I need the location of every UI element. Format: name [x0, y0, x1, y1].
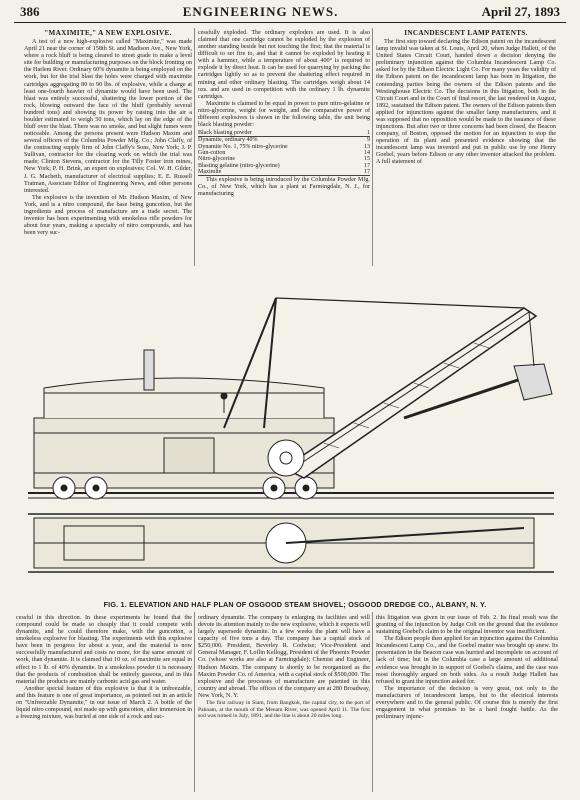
wheel-hub [303, 485, 309, 491]
steam-shovel-figure [24, 268, 564, 598]
wheel-hub [93, 485, 99, 491]
cab-roof [44, 378, 324, 418]
header-rule [14, 22, 566, 23]
table-row [198, 130, 370, 137]
explosive-value: 15 [364, 156, 370, 163]
article-maximite-end [198, 615, 370, 720]
paragraph: ordinary dynamite. The company is enlarging its facilities and will devote its attention mainly to the new explosive, which it expects will largely supersede dynamite. In a few weeks the plant will have a capacity of five tons a day. The company has a capital stock of $250,000. President, Beverley R. Codwise; Vice-President and General Manager, F. Loflin Kellogg, President of the Phoenix Powder Co. (whose works are also at Farmingdale); Chemist and Engineer, Hudson Maxim. The company is shortly to be reorganized as the Maxim Powder Co. of America, with a capital stock of $500,000. The explosive and the processes of manufacture are patented in this country and abroad. The offices of the company are at 280 Broadway, New York, N. Y. [198, 615, 370, 699]
paragraph: cessful in this direction. In these experiments he found that the compound could be made so cheaply that it could compete with dynamite, and he could therefore make, with the guncotton, a smokeless explosive for blasting. The experiments with this explosive have been in progress for about a year, and the material is now successfully manufactured and costs no more, for the same amount of work, than dynamite. It is claimed that 10 oz. of maximite are equal in effect to 1 lb. of 40% dynamite. In a smokeless powder it is necessary that the products of combustion shall be entirely gaseous, and in this material the products are mainly carbonic acid gas and water. [16, 615, 192, 685]
column-divider [194, 612, 195, 792]
explosive-value: 13 [364, 143, 370, 150]
paragraph: Maximite is claimed to be equal in power to pure nitro-gelatine or nitro-glycerine, weight for weight, and the comparative power of different explosives is shown in the following table, the unit being black blasting powder: [198, 100, 370, 129]
table-row [198, 137, 370, 144]
page-header [20, 4, 560, 20]
operator-head [221, 393, 227, 399]
paragraph: this litigation was given in our issue of Feb. 2. Its final result was the granting of the injunction by Judge Colt on the ground that the evidence sustaining Goebel's claim to be the original inventor was insufficient. [376, 615, 558, 636]
explosive-value: 14 [364, 149, 370, 156]
paragraph: The Edison people then applied for an injunction against the Columbia Incandescent Lamp Co., and the Goebel matter was brought up anew. Its presentation in the Beacon case was hurried and incomplete on account of lack of time; but in the Columbia case a large amount of additional evidence was brought in in support of Goebel's claims, and the case was most thoroughly argued on both sides. As a result Judge Hallett has refused to grant the injunction asked for. [376, 636, 558, 685]
smoke-stack [144, 350, 154, 390]
explosive-value: 17 [364, 162, 370, 169]
paragraph: The importance of the decision is very great, not only to the manufacturers of incandescent lamps, but to the electrical interests everywhere and to the general public. Of course this is merely the first engagement in what promises to be a hard fought battle. As the preliminary injunc- [376, 685, 558, 721]
swing-circle [268, 440, 304, 476]
article-heading: INCANDESCENT LAMP PATENTS. [404, 29, 528, 37]
explosive-value: 1 [359, 130, 370, 137]
wheel-hub [271, 485, 277, 491]
article-lamp-patents-continued [376, 615, 558, 721]
article-maximite-col2 [198, 30, 370, 198]
explosive-name: Gun-cotton [198, 149, 226, 156]
issue-date: April 27, 1893 [481, 4, 560, 19]
explosive-value: 17 [359, 169, 370, 176]
explosive-name: Maximite [198, 169, 359, 176]
explosive-name: Black blasting powder [198, 130, 359, 137]
explosive-power-table [198, 130, 370, 176]
article-maximite-col1 [24, 30, 192, 237]
paragraph: This explosive is being introduced by the Columbia Powder Mfg. Co., of New York, which has a plant at Farmingdale, N. J., for manufacturing [198, 177, 370, 198]
journal-title: ENGINEERING NEWS. [182, 4, 339, 19]
column-divider [372, 28, 373, 266]
paragraph: The explosive is the invention of Mr. Hudson Maxim, of New York, and is a nitro compound, the base being guncotton, but the ingredients and process of manufacture are a trade secret. The inventor has been experimenting with smokeless rifle powders for about four years, making a specialty of nitro compounds, and has been very suc- [24, 194, 192, 237]
table-row [198, 169, 370, 176]
stay-cable [276, 298, 524, 308]
explosive-name: Blasting gelatine (nitro-glycerine) [198, 162, 280, 169]
article-maximite-continued [16, 615, 192, 721]
figure-caption: FIG. 1. ELEVATION AND HALF PLAN OF OSGOOD STEAM SHOVEL; OSGOOD DREDGE CO., ALBANY, N. Y. [103, 600, 487, 609]
paragraph: cessfully exploded. The ordinary exploders are used. It is also claimed that one cartridge cannot be exploded by the explosion of another standing beside but not touching the first; that the material is difficult to set fire to, and that it cannot be exploded by heating it with a hammer, while a temperature of about 400° is required to explode it by direct heat. It can be used for quarrying by packing the cartridges lightly so as to prevent the shattering effect required in mining and other ordinary blasting. The cartridges weigh about 14 ozs. and are used in competition with the ordinary 1 lb. dynamite cartridges. [198, 30, 370, 100]
column-divider [194, 28, 195, 266]
article-heading: "MAXIMITE," A NEW EXPLOSIVE. [44, 29, 172, 37]
paragraph: The first step toward declaring the Edison patent on the incandescent lamp invalid was taken at St. Louis, April 20, when Judge Hallett, of the United States Circuit Court, handed down a decision denying the preliminary injunction against the Columbia Incandescent Lamp Co. asked for by the Edison Electric Light Co. For many years the validity of the Edison patent on the incandescent lamp has been in litigation, the contending parties being the owners of the Edison patents and the Westinghouse Electric Co. The decisions in this litigation, both in the Circuit Court and in the Court of final resort, the last rendered in August, 1892, sustained the Edison patent. The owners of the Edison patents then applied for injunctions against the smaller lamp manufacturers, and it was supposed that no opposition would be made to the issuance of these injunctions. But after two or three concerns had been closed, the Beacon company, of Boston, opposed the motion for an injunction to stop the operation of its plant and presented evidence showing that the incandescent lamp was invented and put in public use by one Henry Goebel, years before Edison or any other inventor attacked the problem. A full statement of [376, 39, 556, 166]
page-number: 386 [20, 4, 40, 19]
explosive-name: Dynamite, ordinary 40% [198, 137, 258, 144]
dipper-bucket [514, 364, 552, 400]
column-divider [372, 612, 373, 792]
article-lamp-patents [376, 30, 556, 166]
paragraph: A test of a new high-explosive called "Maximite," was made April 21 near the corner of 158th St. and Madison Ave., New York, where a rock bluff is being cleared to street grade to make a level site for building or manufacturing purposes on the block fronting on the Harlem River. Ordinary 60% dynamite is being employed on the work, but for the trial blast the holes were charged with maximite cartridges aggregating 80 to 90 lbs. of explosive, while a charge at least one-fourth heavier of dynamite would have been used. The blast was entirely successful, shattering the lower portion of the rock, blowing outward the face of the bluff (probably several hundred tons) and showing its power by raising into the air a boulder estimated to weigh 50 tons, which lay on the edge of the bluff over the blast. There was no smoke, and but slight fumes were noticeable. Among the persons present were Hudson Maxim and several officers of the Columbia Powder Mfg. Co.; John Claffy, of the contracting supply firm of John Claffy's Sons, New York; J. P. Sullivan, contractor for the clearing work on which the trial was made; Clinton Stevens, contractor for the Tilly Foster iron mines, New York; P. H. Brink, an expert on explosives; Col. W. H. Gilder, J. G. Macbeth, manufacturer of electrical supplies; E. E. Russell Tratman, Associate Editor of Engineering News, and other persons interested. [24, 39, 192, 194]
paragraph: Another special feature of this explosive is that it is unfreezable, and this feature is one of great importance, as pointed out in an article on "Unfreezable Dynamite," in our issue of March 2. A bottle of the liquid nitro compound, not made up with guncotton, after immersion in a freezing mixture, was buried at one side of a rock and suc- [16, 685, 192, 721]
engine-house [164, 438, 214, 473]
siam-railway-note: The first railway in Siam, from Bangkok, the capital city, to the port of Paknam, at the mouth of the Menam River, was opened April 11. The first sod was turned in July, 1891, and the line is about 20 miles long. [198, 699, 370, 720]
wheel-hub [61, 485, 67, 491]
explosive-name: Nitro-glycerine [198, 156, 235, 163]
hoist-cable [529, 312, 534, 366]
explosive-name: Dynamite No. 1, 75% nitro-glycerine [198, 143, 288, 150]
explosive-value: 9 [367, 137, 370, 144]
